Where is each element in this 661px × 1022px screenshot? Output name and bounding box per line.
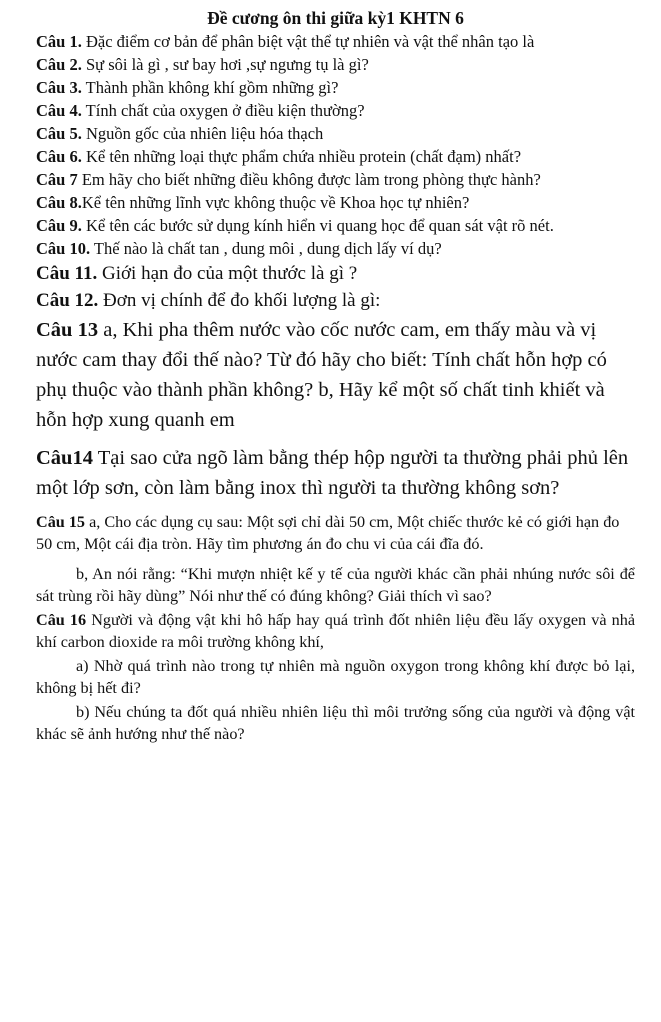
question-label: Câu 13 — [36, 319, 99, 341]
question-text: a) Nhờ quá trình nào trong tự nhiên mà nguồn oxygon trong không khí được bỏ lại, không bị hết đi? — [36, 657, 635, 697]
question-11 — [36, 261, 635, 286]
question-12 — [36, 288, 635, 313]
question-label: Câu 6. — [36, 147, 82, 166]
question-label: Câu 5. — [36, 124, 82, 143]
question-label: Câu 9. — [36, 216, 82, 235]
question-16a — [36, 655, 635, 699]
question-text: Kể tên các bước sử dụng kính hiển vi quang học để quan sát vật rõ nét. — [81, 216, 554, 235]
question-text: b, An nói rằng: “Khi mượn nhiệt kế y tế của người khác cần phải nhúng nước sôi để sát trùng rồi hãy dùng” Nói như thế có đúng không? Giải thích vì sao? — [36, 565, 635, 605]
question-text: b) Nếu chúng ta đốt quá nhiều nhiên liệu thì môi trưởng sống của người và động vật khác sẽ ảnh hướng như thế nào? — [36, 703, 635, 743]
question-label: Câu 3. — [36, 78, 82, 97]
question-label: Câu 12. — [36, 290, 99, 311]
question-text: Tính chất của oxygen ở điều kiện thường? — [81, 101, 365, 120]
document-title: Đề cương ôn thi giữa kỳ1 KHTN 6 — [207, 8, 464, 28]
question-label: Câu14 — [36, 447, 93, 469]
question-15b — [36, 563, 635, 607]
question-1 — [36, 31, 635, 52]
question-label: Câu 4. — [36, 101, 82, 120]
question-label: Câu 15 — [36, 513, 86, 531]
question-text: Giới hạn đo của một thước là gì ? — [97, 263, 358, 284]
question-text: Người và động vật khi hô hấp hay quá trình đốt nhiên liệu đều lấy oxygen và nhả khí carbon dioxide ra môi trường không khí, — [36, 611, 635, 651]
question-3 — [36, 77, 635, 98]
question-text: a, Khi pha thêm nước vào cốc nước cam, em thấy màu và vị nước cam thay đổi thế nào? Từ đó hãy cho biết: Tính chất hỗn hợp có phụ thuộc vào thành phần không? b, Hãy kể một số chất tinh khiết và hỗn hợp xung quanh em — [36, 319, 607, 431]
question-text: Em hãy cho biết những điều không được làm trong phòng thực hành? — [77, 170, 541, 189]
question-5 — [36, 123, 635, 144]
question-label: Câu 7 — [36, 170, 78, 189]
question-label: Câu 16 — [36, 611, 87, 629]
question-15a — [36, 511, 635, 555]
question-4 — [36, 100, 635, 121]
question-text: Thế nào là chất tan , dung môi , dung dịch lấy ví dụ? — [90, 239, 442, 258]
question-6 — [36, 146, 635, 167]
question-label: Câu 1. — [36, 32, 82, 51]
question-text: Thành phần không khí gồm những gì? — [81, 78, 339, 97]
question-text: Đơn vị chính để đo khối lượng là gì: — [98, 290, 381, 311]
question-text: a, Cho các dụng cụ sau: Một sợi chỉ dài 50 cm, Một chiếc thước kẻ có giới hạn đo 50 cm, Một cái địa tròn. Hãy tìm phương án đo chu vi của cái đĩa đó. — [36, 513, 620, 553]
question-label: Câu 10. — [36, 239, 91, 258]
question-label: Câu 8. — [36, 193, 82, 212]
question-13 — [36, 315, 635, 435]
question-text: Sự sôi là gì , sư bay hơi ,sự ngưng tụ là gì? — [81, 55, 369, 74]
question-2 — [36, 54, 635, 75]
question-text: Đặc điểm cơ bản để phân biệt vật thể tự nhiên và vật thể nhân tạo là — [81, 32, 535, 51]
question-text: Kể tên những lĩnh vực không thuộc về Khoa học tự nhiên? — [81, 193, 470, 212]
question-text: Nguồn gốc của nhiên liệu hóa thạch — [81, 124, 324, 143]
question-7 — [36, 169, 635, 190]
question-label: Câu 2. — [36, 55, 82, 74]
question-16 — [36, 609, 635, 653]
question-14 — [36, 443, 635, 503]
question-9 — [36, 215, 635, 236]
question-text: Tại sao cửa ngõ làm bằng thép hộp người ta thường phải phủ lên một lớp sơn, còn làm bằng inox thì người ta thường không sơn? — [36, 447, 629, 499]
question-16b — [36, 701, 635, 745]
question-8 — [36, 192, 635, 213]
question-label: Câu 11. — [36, 263, 98, 284]
question-10 — [36, 238, 635, 259]
question-text: Kể tên những loại thực phẩm chứa nhiều protein (chất đạm) nhất? — [81, 147, 522, 166]
